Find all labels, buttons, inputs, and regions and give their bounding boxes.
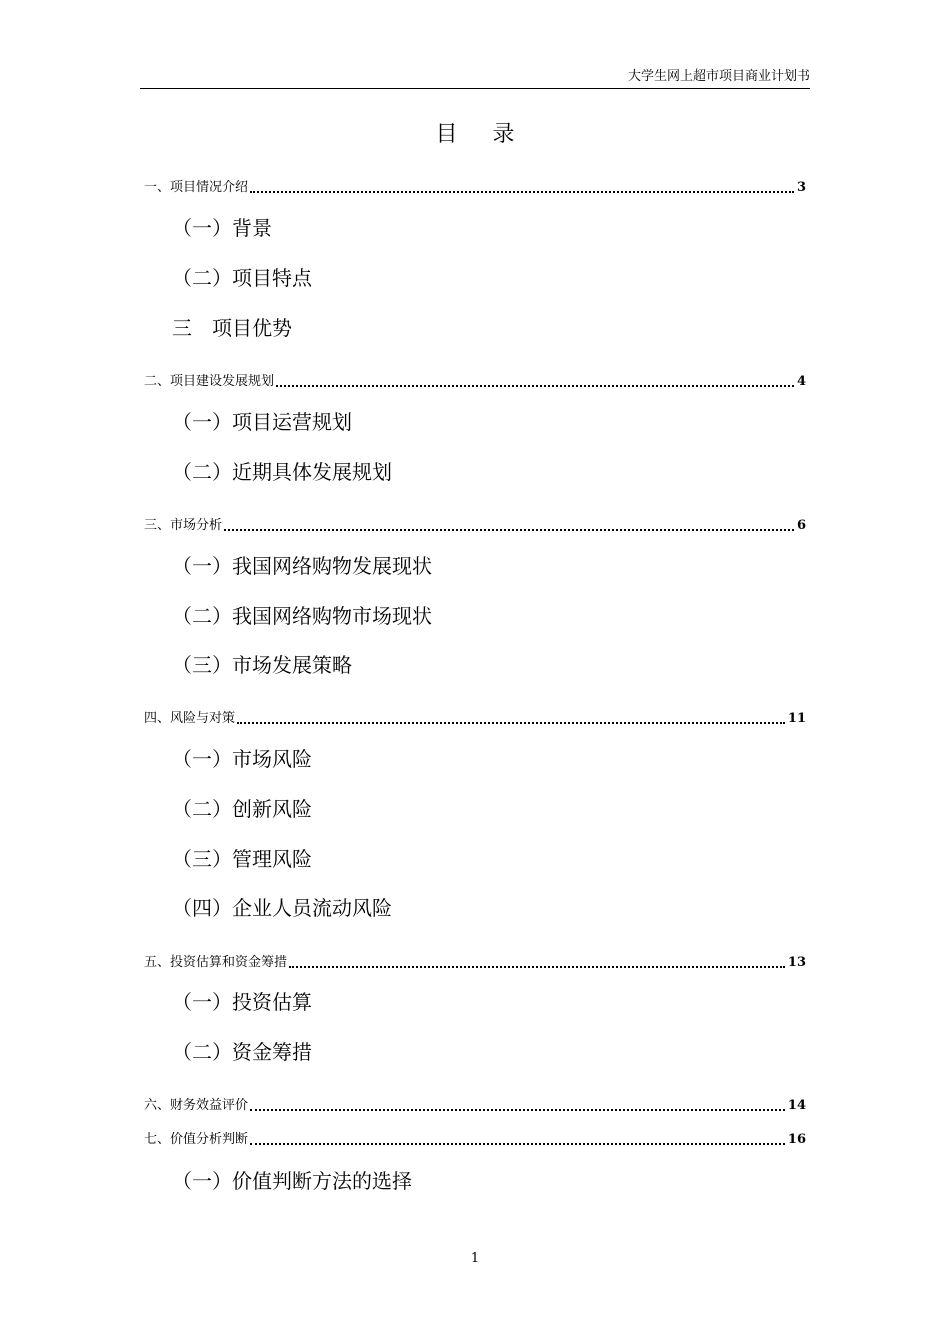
toc-subentry[interactable]: （一）投资估算: [172, 990, 312, 1014]
toc-entry-section-7[interactable]: [144, 1131, 806, 1149]
toc-entry-page: 13: [787, 955, 806, 970]
toc-entry-page: 6: [796, 518, 806, 533]
toc-entry-section-1[interactable]: [144, 179, 806, 197]
toc-entry-label: 五、投资估算和资金筹措: [144, 955, 288, 970]
toc-entry-section-5[interactable]: [144, 954, 806, 972]
toc-entry-page: 4: [796, 374, 806, 389]
toc-entry-page: 3: [796, 180, 806, 195]
toc-entry-label: 六、财务效益评价: [144, 1098, 249, 1113]
toc-dot-leader: [250, 191, 794, 193]
header-title: 大学生网上超市项目商业计划书: [627, 69, 810, 84]
toc-subentry[interactable]: （一）市场风险: [172, 747, 312, 771]
toc-subentry[interactable]: （四）企业人员流动风险: [172, 896, 392, 920]
toc-dot-leader: [250, 1109, 785, 1111]
toc-subentry[interactable]: （二）项目特点: [172, 266, 312, 290]
toc-subentry[interactable]: （一）价值判断方法的选择: [172, 1169, 412, 1193]
toc-dot-leader: [276, 385, 794, 387]
toc-entry-label: 二、项目建设发展规划: [144, 374, 275, 389]
toc-dot-leader: [237, 722, 785, 724]
toc-entry-label: 三、市场分析: [144, 518, 223, 533]
toc-dot-leader: [289, 966, 785, 968]
toc-entry-label: 四、风险与对策: [144, 711, 236, 726]
toc-entry-label: 一、项目情况介绍: [144, 180, 249, 195]
toc-entry-section-6[interactable]: [144, 1097, 806, 1115]
toc-subentry[interactable]: （二）创新风险: [172, 797, 312, 821]
toc-entry-label: 七、价值分析判断: [144, 1132, 249, 1147]
toc-dot-leader: [250, 1143, 785, 1145]
toc-entry-page: 11: [787, 711, 806, 726]
toc-subentry[interactable]: （二）资金筹措: [172, 1040, 312, 1064]
toc-subentry[interactable]: 三 项目优势: [172, 316, 292, 340]
toc-entry-section-4[interactable]: [144, 710, 806, 728]
toc-subentry[interactable]: （一）我国网络购物发展现状: [172, 554, 432, 578]
toc-entry-section-3[interactable]: [144, 517, 806, 535]
page-header: [140, 68, 810, 89]
toc-title: 目 录: [435, 122, 529, 147]
toc-entry-page: 14: [787, 1098, 806, 1113]
toc-subentry[interactable]: （二）近期具体发展规划: [172, 460, 392, 484]
toc-subentry[interactable]: （三）市场发展策略: [172, 653, 352, 677]
toc-subentry[interactable]: （三）管理风险: [172, 847, 312, 871]
toc-subentry[interactable]: （一）背景: [172, 216, 272, 240]
page-number: 1: [470, 1251, 480, 1266]
toc-subentry[interactable]: （二）我国网络购物市场现状: [172, 604, 432, 628]
toc-subentry[interactable]: （一）项目运营规划: [172, 410, 352, 434]
toc-entry-section-2[interactable]: [144, 373, 806, 391]
toc-dot-leader: [224, 529, 794, 531]
toc-entry-page: 16: [787, 1132, 806, 1147]
